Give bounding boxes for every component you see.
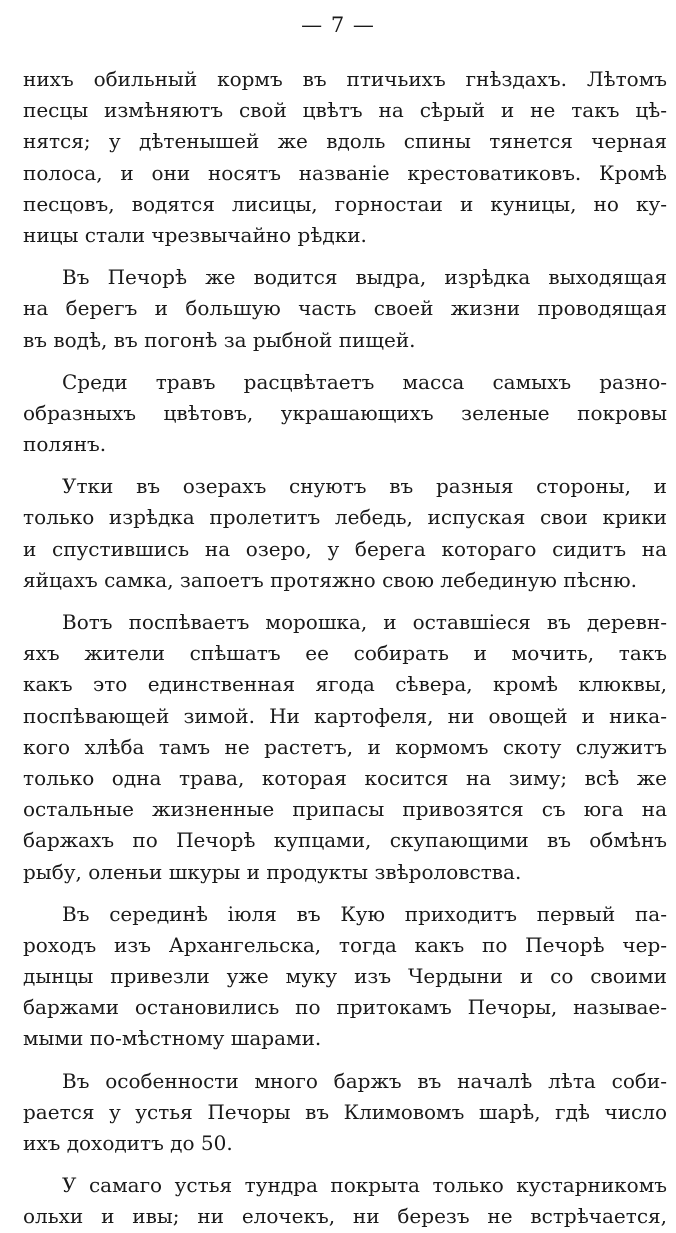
text-line: Въ Печорѣ же водится выдра, изрѣдка выходящая	[62, 265, 667, 290]
text-line: только изрѣдка пролетитъ лебедь, испуская свои крики	[23, 505, 667, 530]
paragraph-3	[23, 367, 667, 461]
text-line: баржами остановились по притокамъ Печоры, называе-	[23, 995, 667, 1020]
text-line: нятся; у дѣтенышей же вдоль спины тянется черная	[23, 129, 667, 154]
text-line: кого хлѣба тамъ не растетъ, и кормомъ скоту служитъ	[23, 734, 667, 759]
text-line: дынцы привезли уже муку изъ Чердыни и со своими	[23, 964, 667, 989]
text-line: ницы стали чрезвычайно рѣдки.	[23, 222, 367, 247]
text-line: Среди травъ расцвѣтаетъ масса самыхъ разно-	[62, 369, 667, 394]
paragraph-8	[23, 1170, 667, 1232]
text-line: песцовъ, водятся лисицы, горностаи и куницы, но ку-	[23, 191, 667, 216]
text-line: Утки въ озерахъ снуютъ въ разныя стороны, и	[62, 474, 667, 499]
text-line: нихъ обильный кормъ въ птичьихъ гнѣздахъ. Лѣтомъ	[23, 67, 667, 91]
text-line: остальные жизненные припасы привозятся съ юга на	[23, 797, 667, 822]
text-line: въ водѣ, въ погонѣ за рыбной пищей.	[23, 327, 416, 352]
text-line: песцы измѣняютъ свой цвѣтъ на сѣрый и не такъ цѣ-	[23, 98, 667, 123]
text-line: на берегъ и большую часть своей жизни проводящая	[23, 296, 667, 321]
text-line: какъ это единственная ягода сѣвера, кромѣ клюквы,	[23, 672, 667, 697]
page-number: — 7 —	[301, 13, 375, 37]
paragraph-5	[23, 607, 667, 888]
text-line: поспѣвающей зимой. Ни картофеля, ни овощей и никa-	[23, 703, 667, 728]
text-line: Вотъ поспѣваетъ морошка, и оставшіеся въ деревн-	[62, 610, 667, 634]
paragraph-7	[23, 1066, 667, 1160]
text-line: яйцахъ самка, запоетъ протяжно свою лебединую пѣсню.	[23, 567, 637, 592]
text-line: полоса, и они носятъ названіе крестоватиковъ. Кромѣ	[23, 160, 667, 185]
text-line: мыми по-мѣстному шарами.	[23, 1026, 322, 1051]
text-line: роходъ изъ Архангельска, тогда какъ по Печорѣ чер-	[23, 932, 667, 957]
text-line: Въ серединѣ іюля въ Кую приходитъ первый па-	[62, 901, 667, 926]
text-line: образныхъ цвѣтовъ, украшающихъ зеленые покровы	[23, 400, 667, 425]
paragraph-2	[23, 262, 667, 356]
paragraph-4	[23, 471, 667, 596]
text-line: У самаго устья тундра покрыта только кустарникомъ	[62, 1173, 667, 1198]
paragraph-1	[23, 64, 667, 251]
text-line: яхъ жители спѣшатъ ее собирать и мочить, такъ	[23, 641, 667, 666]
text-line: только одна трава, которая косится на зиму; всѣ же	[23, 765, 667, 790]
text-line: рыбу, оленьи шкуры и продукты звѣроловства.	[23, 859, 522, 884]
paragraph-6	[23, 899, 667, 1055]
text-line: полянъ.	[23, 432, 107, 457]
text-line: баржахъ по Печорѣ купцами, скупающими въ обмѣнъ	[23, 828, 667, 853]
text-line: рается у устья Печоры въ Климовомъ шарѣ, гдѣ число	[23, 1099, 667, 1124]
text-line: ольхи и ивы; ни елочекъ, ни березъ не встрѣчается,	[23, 1204, 667, 1229]
text-line: ихъ доходитъ до 50.	[23, 1131, 233, 1155]
text-line: Въ особенности много баржъ въ началѣ лѣта соби-	[62, 1068, 667, 1093]
body-text	[23, 64, 667, 1233]
text-line: и спустившись на озеро, у берега котораго сидитъ на	[23, 536, 667, 561]
